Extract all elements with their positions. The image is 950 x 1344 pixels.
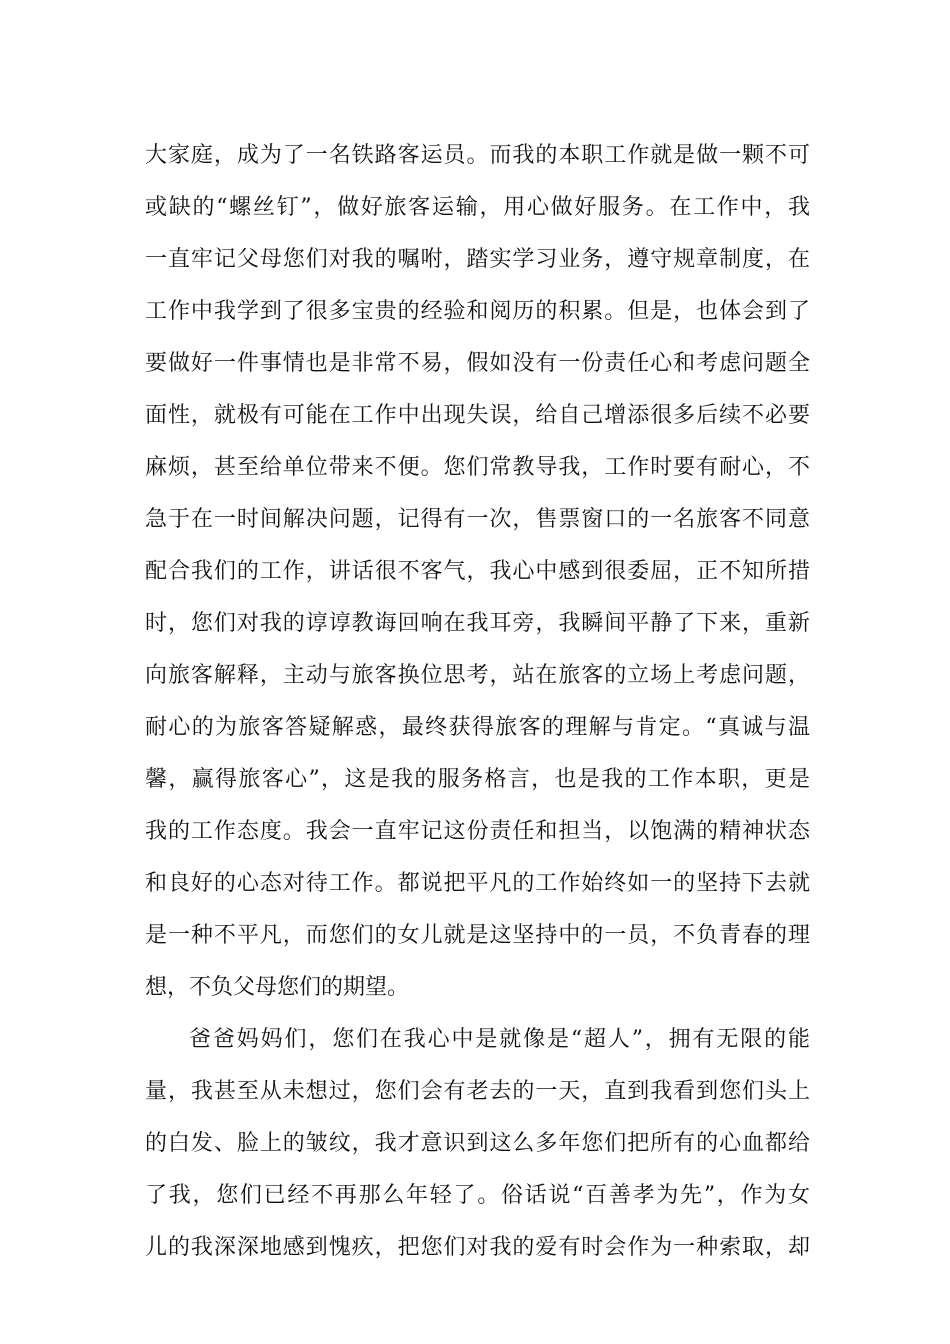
text-line: 馨，赢得旅客心”，这是我的服务格言，也是我的工作本职，更是 — [145, 767, 810, 792]
text-line: 我的工作态度。我会一直牢记这份责任和担当，以饱满的精神状态 — [145, 819, 810, 844]
paragraph-1 — [145, 130, 810, 1014]
text-line: 爸爸妈妈们，您们在我心中是就像是“超人”，拥有无限的能 — [189, 1027, 810, 1052]
text-line: 想，不负父母您们的期望。 — [145, 975, 410, 1000]
text-line: 儿的我深深地感到愧疚，把您们对我的爱有时会作为一种索取，却 — [145, 1235, 810, 1260]
text-line: 一直牢记父母您们对我的嘱咐，踏实学习业务，遵守规章制度，在 — [145, 247, 810, 272]
text-line: 耐心的为旅客答疑解惑，最终获得旅客的理解与肯定。“真诚与温 — [145, 715, 810, 740]
text-line: 时，您们对我的谆谆教诲回响在我耳旁，我瞬间平静了下来，重新 — [145, 611, 810, 636]
body-text — [145, 130, 810, 1274]
text-line: 配合我们的工作，讲话很不客气，我心中感到很委屈，正不知所措 — [145, 559, 810, 584]
text-line: 的白发、脸上的皱纹，我才意识到这么多年您们把所有的心血都给 — [145, 1131, 810, 1156]
text-line: 急于在一时间解决问题，记得有一次，售票窗口的一名旅客不同意 — [145, 507, 810, 532]
text-line: 或缺的“螺丝钉”，做好旅客运输，用心做好服务。在工作中，我 — [145, 195, 810, 220]
text-line: 向旅客解释，主动与旅客换位思考，站在旅客的立场上考虑问题， — [145, 663, 810, 688]
text-line: 大家庭，成为了一名铁路客运员。而我的本职工作就是做一颗不可 — [145, 143, 810, 168]
text-line: 工作中我学到了很多宝贵的经验和阅历的积累。但是，也体会到了 — [145, 299, 810, 324]
text-line: 面性，就极有可能在工作中出现失误，给自己增添很多后续不必要 — [145, 403, 810, 428]
text-line: 了我，您们已经不再那么年轻了。俗话说“百善孝为先”，作为女 — [145, 1183, 810, 1208]
paragraph-2 — [145, 1014, 810, 1274]
text-line: 和良好的心态对待工作。都说把平凡的工作始终如一的坚持下去就 — [145, 871, 810, 896]
text-line: 要做好一件事情也是非常不易，假如没有一份责任心和考虑问题全 — [145, 351, 810, 376]
text-line: 量，我甚至从未想过，您们会有老去的一天，直到我看到您们头上 — [145, 1079, 810, 1104]
text-line: 麻烦，甚至给单位带来不便。您们常教导我，工作时要有耐心，不 — [145, 455, 810, 480]
text-line: 是一种不平凡，而您们的女儿就是这坚持中的一员，不负青春的理 — [145, 923, 810, 948]
